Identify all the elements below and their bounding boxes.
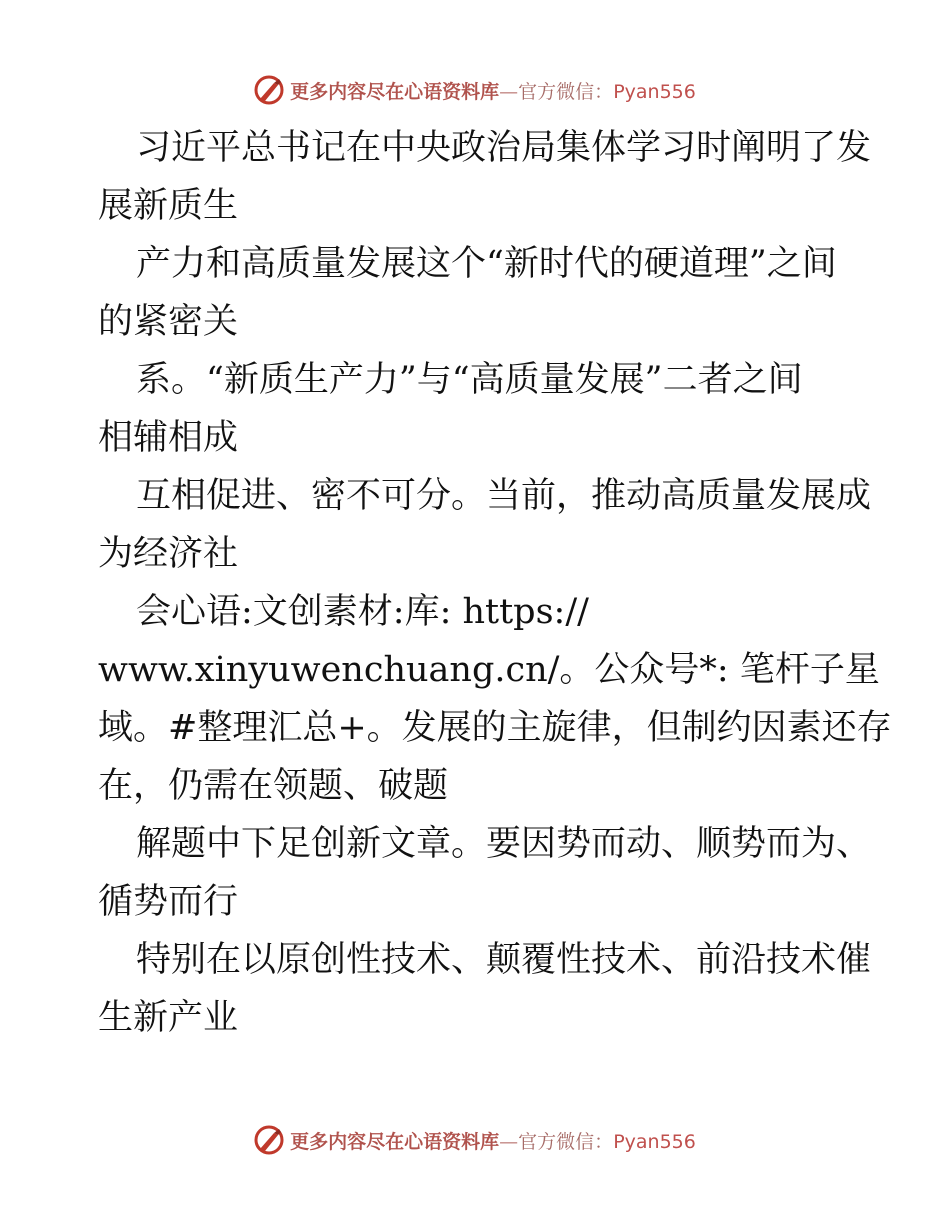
body-line: 习近平总书记在中央政治局集体学习时阐明了发 xyxy=(136,128,872,168)
body-line: 产力和高质量发展这个“新时代的硬道理”之间 xyxy=(136,244,837,284)
banner-dash: — xyxy=(499,1130,519,1153)
body-line: 展新质生 xyxy=(98,186,239,226)
body-line: 生新产业 xyxy=(98,998,239,1038)
body-line: 的紧密关 xyxy=(98,302,239,342)
footer-banner xyxy=(0,1122,950,1158)
body-line: 解题中下足创新文章。要因势而动、顺势而为、 xyxy=(136,824,872,864)
banner-wechat-id: Pyan556 xyxy=(613,1130,696,1153)
body-line: 为经济社 xyxy=(98,534,239,574)
body-line: 互相促进、密不可分。当前，推动高质量发展成 xyxy=(136,476,872,516)
body-line: 域。#整理汇总+。发展的主旋律，但制约因素还存 xyxy=(98,708,892,748)
banner-wechat-label: 官方微信： xyxy=(518,80,614,103)
banner-wechat-id: Pyan556 xyxy=(613,80,696,103)
header-banner xyxy=(0,72,950,108)
banner-text xyxy=(290,1127,696,1154)
pen-logo-icon xyxy=(254,1125,284,1155)
body-line: 特别在以原创性技术、颠覆性技术、前沿技术催 xyxy=(136,940,872,980)
banner-library-text: 更多内容尽在心语资料库 xyxy=(290,1130,500,1153)
banner-text xyxy=(290,77,696,104)
body-line: www.xinyuwenchuang.cn/。公众号*: 笔杆子星 xyxy=(98,650,880,690)
body-line: 相辅相成 xyxy=(98,418,239,458)
body-line: 系。“新质生产力”与“高质量发展”二者之间 xyxy=(136,360,803,400)
body-line: 循势而行 xyxy=(98,882,239,922)
banner-library-text: 更多内容尽在心语资料库 xyxy=(290,80,500,103)
banner-dash: — xyxy=(499,80,519,103)
pen-logo-icon xyxy=(254,75,284,105)
body-line: 会心语:文创素材:库: https:// xyxy=(136,592,589,632)
banner-wechat-label: 官方微信： xyxy=(518,1130,614,1153)
body-line: 在，仍需在领题、破题 xyxy=(98,766,449,806)
